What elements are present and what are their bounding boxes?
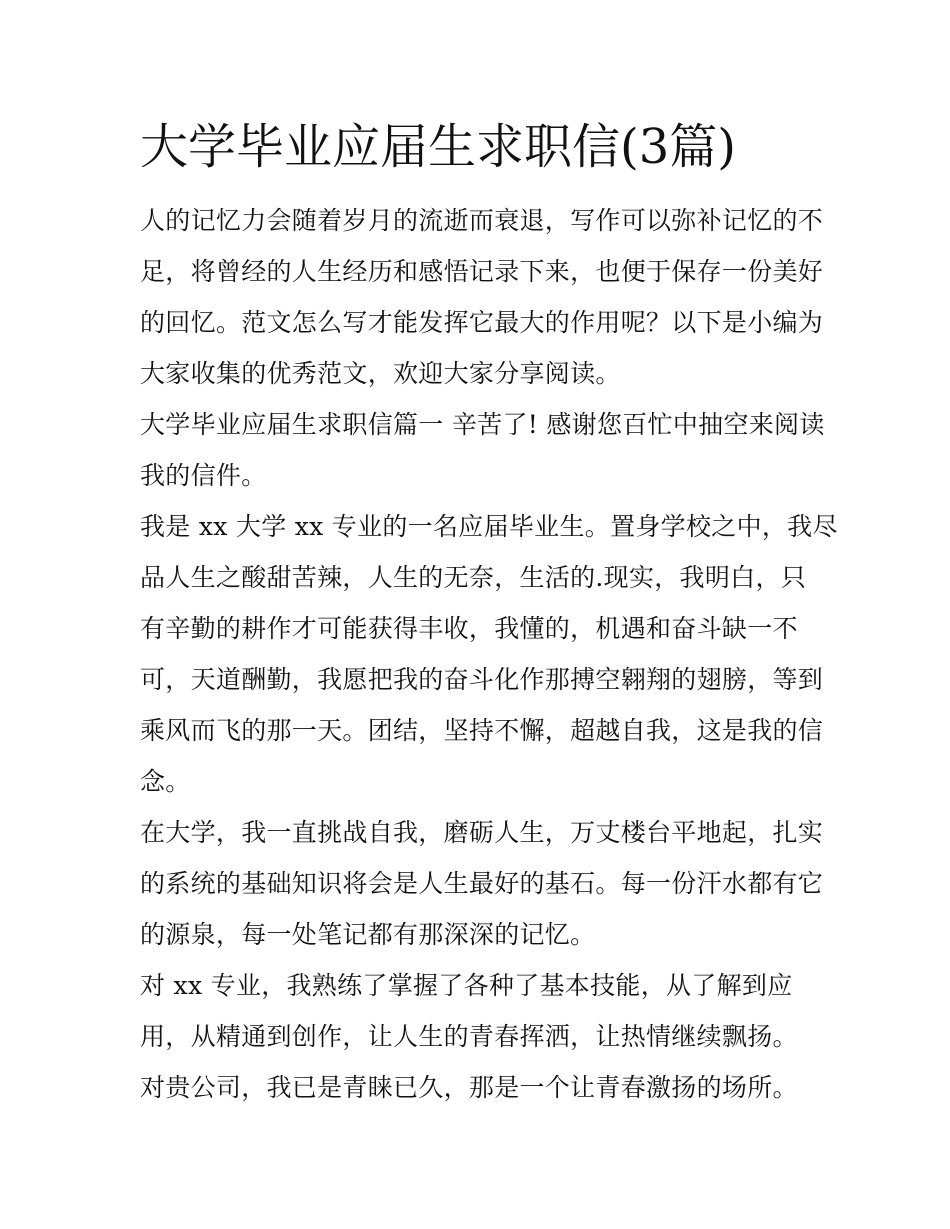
paragraph-line: 对 xx 专业，我熟练了掌握了各种了基本技能，从了解到应 <box>140 971 793 1000</box>
paragraph-line: 念。 <box>140 767 191 796</box>
paragraph-line: 的源泉，每一处笔记都有那深深的记忆。 <box>140 920 596 949</box>
paragraph-line: 大学毕业应届生求职信篇一 辛苦了! 感谢您百忙中抽空来阅读 <box>140 410 825 439</box>
paragraph-line: 可，天道酬勤，我愿把我的奋斗化作那搏空翱翔的翅膀，等到 <box>140 665 824 694</box>
paragraph-line: 我是 xx 大学 xx 专业的一名应届毕业生。置身学校之中，我尽 <box>140 512 838 541</box>
paragraph-line: 人的记忆力会随着岁月的流逝而衰退，写作可以弥补记忆的不 <box>140 206 824 235</box>
paragraph-line: 的系统的基础知识将会是人生最好的基石。每一份汗水都有它 <box>140 869 824 898</box>
paragraph-line: 我的信件。 <box>140 461 267 490</box>
paragraph-line: 的回忆。范文怎么写才能发挥它最大的作用呢？以下是小编为 <box>140 308 824 337</box>
paragraph-line: 用，从精通到创作，让人生的青春挥洒，让热情继续飘扬。 <box>140 1022 798 1051</box>
paragraph-line: 对贵公司，我已是青睐已久，那是一个让青春激扬的场所。 <box>140 1073 798 1102</box>
paragraph-line: 有辛勤的耕作才可能获得丰收，我懂的，机遇和奋斗缺一不 <box>140 614 798 643</box>
document-title: 大学毕业应届生求职信(3篇) <box>140 119 736 175</box>
paragraph-line: 大家收集的优秀范文，欢迎大家分享阅读。 <box>140 359 621 388</box>
paragraph-line: 乘风而飞的那一天。团结，坚持不懈，超越自我，这是我的信 <box>140 716 824 745</box>
paragraph-line: 品人生之酸甜苦辣，人生的无奈，生活的.现实，我明白，只 <box>140 563 807 592</box>
paragraph-line: 在大学，我一直挑战自我，磨砺人生，万丈楼台平地起，扎实 <box>140 818 824 847</box>
paragraph-line: 足，将曾经的人生经历和感悟记录下来，也便于保存一份美好 <box>140 257 824 286</box>
